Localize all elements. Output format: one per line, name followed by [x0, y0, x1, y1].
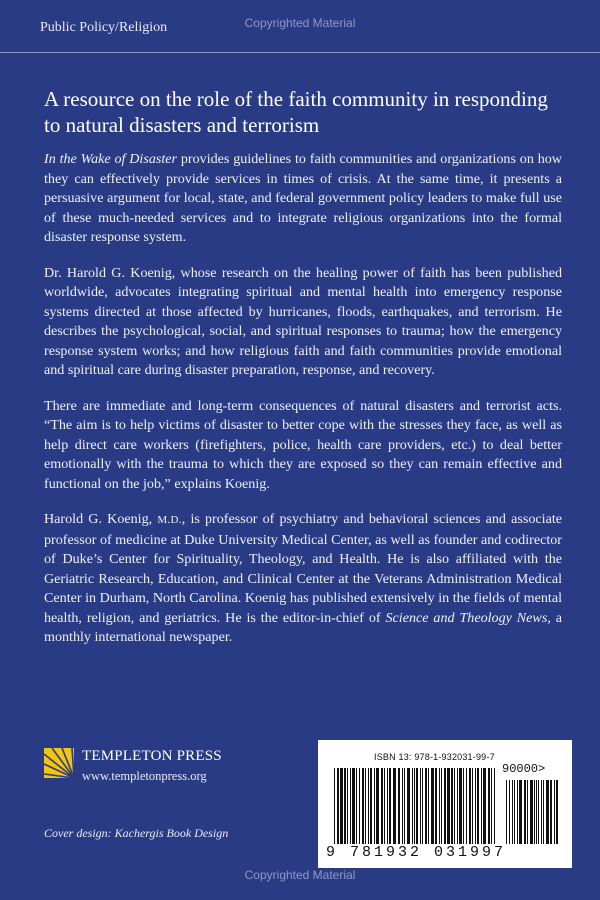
- barcode-bar: [477, 768, 479, 844]
- templeton-logo-icon: [44, 748, 74, 778]
- barcode-bar: [451, 768, 453, 844]
- barcode-bar: [398, 768, 400, 844]
- barcode-bar: [543, 780, 544, 844]
- barcode-bar: [517, 780, 518, 844]
- headline: A resource on the role of the faith community in responding to natural disasters and terrorism: [44, 87, 548, 137]
- barcode-bar: [362, 768, 364, 844]
- barcode-bar: [420, 768, 421, 844]
- author-bio-text: , is professor of psychiatry and behavioral sciences and associate professor of medicine at Duke University Medical Center, as well as founder and codirector of Duke’s Center for Spirituality, Theology, and Health. He is also affiliated with the Geriatric Research, Education, and Clinical Center at the Veterans Administration Medical Center in Durham, North Carolina. Koenig has published extensively in the fields of mental health, religion, and geriatrics. He is the editor-in-chief of: [44, 511, 563, 626]
- barcode-bar: [374, 768, 375, 844]
- barcode-bar: [536, 780, 537, 844]
- ean-number: 9 781932 031997: [326, 844, 507, 861]
- barcode-box: [318, 740, 572, 868]
- author-degree: M.D.: [157, 514, 182, 526]
- barcode-bar: [509, 780, 510, 844]
- barcode-bar: [365, 768, 366, 844]
- author-bio: [44, 510, 562, 648]
- cover-credit: Cover design: Kachergis Book Design: [44, 826, 229, 840]
- barcode-bar: [422, 768, 423, 844]
- watermark-bottom: Copyrighted Material: [244, 868, 356, 882]
- barcode-bar: [546, 780, 549, 844]
- book-title: In the Wake of Disaster: [44, 151, 178, 167]
- barcode-bar: [428, 768, 429, 844]
- barcode-bar: [389, 768, 391, 844]
- barcode-bar: [340, 768, 343, 844]
- barcode-bar: [530, 780, 533, 844]
- barcode-bar: [519, 780, 522, 844]
- divider-rule: [0, 52, 600, 53]
- barcode-bar: [512, 780, 513, 844]
- barcode-bar: [431, 768, 434, 844]
- barcode-bar: [475, 768, 476, 844]
- barcode-bar: [534, 780, 535, 844]
- barcode-bar: [368, 768, 369, 844]
- category-label: Public Policy/Religion: [40, 20, 168, 35]
- ean-barcode: [332, 768, 498, 844]
- barcode-bar: [350, 768, 351, 844]
- author-name: Harold G. Koenig,: [44, 511, 158, 527]
- barcode-bar: [463, 768, 464, 844]
- barcode-bar: [344, 768, 346, 844]
- barcode-bar: [334, 768, 335, 844]
- barcode-bar: [472, 768, 473, 844]
- barcode-bar: [347, 768, 348, 844]
- barcode-bar: [404, 768, 405, 844]
- barcode-bar: [527, 780, 528, 844]
- barcode-bar: [457, 768, 458, 844]
- barcode-bar: [469, 768, 471, 844]
- publication-title: Science and Theology News,: [385, 609, 551, 626]
- barcode-bar: [506, 780, 507, 844]
- barcode-bar: [459, 768, 462, 844]
- paragraph-consequences: There are immediate and long-term consequences of natural disasters and terrorist acts. “The aim is to help victims of disaster to better cope with the stresses they face, as well as help direct care workers (firefighters, police, health care providers, etc.) to deal better emotionally with the trauma to which they are exposed so they can remain effective and functional on the job,” explains Koenig.: [44, 397, 562, 492]
- barcode-bar: [387, 768, 388, 844]
- price-addon-barcode: [504, 780, 560, 844]
- publisher-block: [44, 748, 274, 788]
- paragraph-author-research: Dr. Harold G. Koenig, whose research on the healing power of faith has been published worldwide, advocates integrating spiritual and mental health into emergency response systems directed at those affected by hurricanes, floods, earthquakes, and terrorism. He describes the psychological, social, and spiritual responses to trauma; how the emergency response system works; and how religious faith and faith communities provide emotional and spiritual care during disaster preparation, response, and recovery.: [44, 264, 562, 378]
- barcode-bar: [441, 768, 442, 844]
- author-bio-end: a monthly international newspaper.: [44, 609, 563, 645]
- publisher-url: www.templetonpress.org: [82, 769, 207, 783]
- barcode-bar: [381, 768, 383, 844]
- barcode-bar: [447, 768, 450, 844]
- barcode-bar: [414, 768, 415, 844]
- barcode-bar: [491, 768, 492, 844]
- barcode-bar: [359, 768, 360, 844]
- barcode-bar: [454, 768, 455, 844]
- barcode-bar: [439, 768, 440, 844]
- barcode-bar: [376, 768, 379, 844]
- watermark-top: Copyrighted Material: [244, 16, 356, 30]
- barcode-bar: [384, 768, 385, 844]
- barcode-bar: [337, 768, 339, 844]
- barcode-bar: [554, 780, 555, 844]
- barcode-bar: [425, 768, 427, 844]
- barcode-bar: [538, 780, 539, 844]
- barcode-bar: [356, 768, 357, 844]
- barcode-bar: [466, 768, 467, 844]
- barcode-bar: [402, 768, 403, 844]
- paragraph-intro-text: provides guidelines to faith communities and organizations on how they can effectively provide services in times of crisis. At the same time, it presents a persuasive argument for local, state, and federal government policy leaders to make full use of these much-needed services and to integrate religious organizations into the formal disaster response system.: [44, 151, 562, 245]
- barcode-bar: [435, 768, 437, 844]
- barcode-bar: [483, 768, 486, 844]
- barcode-bar: [444, 768, 446, 844]
- barcode-bar: [393, 768, 396, 844]
- barcode-bar: [407, 768, 410, 844]
- isbn-label: ISBN 13: 978-1-932031-99-7: [374, 752, 495, 762]
- description-block: [44, 86, 562, 664]
- barcode-bar: [370, 768, 372, 844]
- publisher-name: TEMPLETON PRESS: [82, 748, 222, 764]
- paragraph-intro: [44, 150, 562, 248]
- barcode-bar: [481, 768, 482, 844]
- barcode-bar: [550, 780, 552, 844]
- barcode-bar: [412, 768, 413, 844]
- barcode-bar: [556, 780, 558, 844]
- barcode-bar: [494, 768, 495, 844]
- barcode-bar: [541, 780, 542, 844]
- barcode-bar: [488, 768, 490, 844]
- barcode-bar: [524, 780, 526, 844]
- barcode-bar: [352, 768, 355, 844]
- barcode-bar: [514, 780, 515, 844]
- price-addon-number: 90000>: [502, 762, 546, 776]
- barcode-bar: [416, 768, 418, 844]
